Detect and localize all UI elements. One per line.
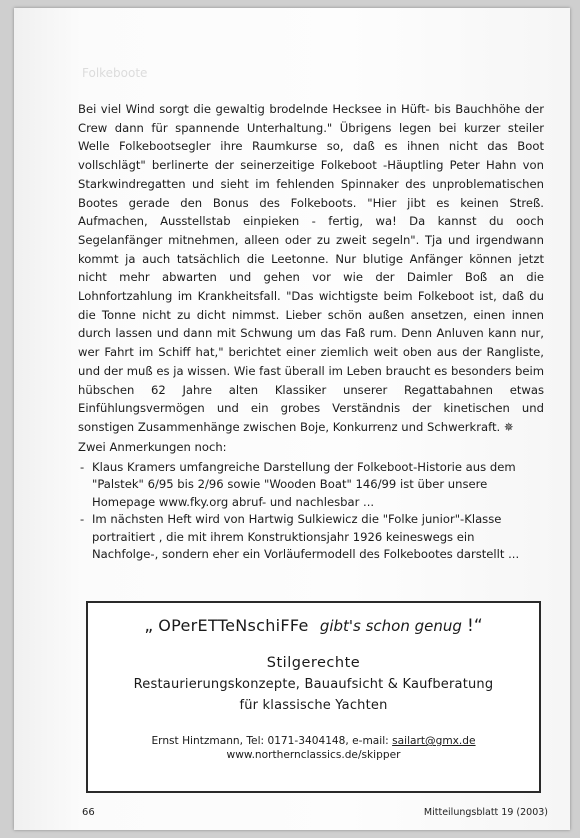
ad-website-link[interactable]: www.northernclassics.de/skipper [226,749,401,761]
page-number: 66 [82,807,95,818]
ad-email-link[interactable]: sailart@gmx.de [392,735,476,747]
notes-heading: Zwei Anmerkungen noch: [78,440,227,454]
publication-footer: Mitteilungsblatt 19 (2003) [423,807,548,818]
ad-services-line: Restaurierungskonzepte, Bauaufsicht & Kaufberatung [133,677,494,692]
ad-close-quote: !“ [467,616,483,636]
advertisement-box [86,601,541,793]
ad-title: Stilgerechte [266,655,361,671]
ad-open-quote: „ [144,616,154,636]
ad-contact-line [88,735,539,747]
document-page [14,8,570,830]
bleed-through-heading: Folkeboote [82,66,148,80]
ad-slogan-rest: gibt's schon genug [319,617,462,635]
ad-brand: OPerETTeNschiFFe [158,616,309,635]
note-item: - Klaus Kramers umfangreiche Darstellung der Folkeboot-Historie aus dem "Palstek" 6/95 bis 2/96 sowie "Wooden Boat" 146/99 ist über unsere Homepage www.fky.org abruf- und nachlesbar ... [78,459,544,512]
notes-list [78,459,544,564]
ad-contact-prefix: Ernst Hintzmann, Tel: 0171-3404148, e-mail: [151,735,393,747]
article-body-paragraph: Bei viel Wind sorgt die gewaltig brodelnde Hecksee in Hüft- bis Bauchhöhe der Crew dann für spannende Unterhaltung." Übrigens legen bei kurzer steiler Welle Folkebootsegler ihre Raumkurse so, daß es ihnen nicht das Boot vollschlägt" berlinerte der seinerzeitige Folkeboot -Häuptling Peter Hahn von Starkwindregatten und sieht im fehlenden Spinnaker des unproblematischen Bootes gerade den Bonus des Folkeboots. "Hier jibt es keinen Streß. Aufmachen, Ausstellstab einpieken - fertig, wa! Da kannst du ooch Segelanfänger mitnehmen, alleen oder zu zweit segeln". Tja und irgendwann kommt ja auch tatsächlich die Leetonne. Nur blutige Anfänger können jetzt nicht mehr abwarten und gehen vor wie der Daimler Boß an die Lohnfortzahlung im Krankheitsfall. "Das wichtigste beim Folkeboot ist, daß du die Tonne nicht zu dicht nimmst. Lieber schön außen ansetzen, einen innen durch lassen und dann mit Schwung um das Faß rum. Denn Anluven kann nur, wer Fahrt im Schiff hat," berichtet einer ziemlich weit oben aus der Rangliste, und der muß es ja wissen. Wie fast überall im Leben braucht es besonders beim hübschen 62 Jahre alten Klassiker unserer Regattabahnen etwas Einfühlungsvermögen und ein grobes Verständnis der kinetischen und sonstigen Zusammenhänge zwischen Boje, Konkurrenz und Schwerkraft. ✵ [78,102,544,434]
notes-section [78,439,544,564]
note-item: - Im nächsten Heft wird von Hartwig Sulkiewicz die "Folke junior"-Klasse portraitiert , die mit ihrem Konstruktionsjahr 1926 keineswegs ein Nachfolge-, sondern eher ein Vorläufermodell des Folkebootes darstellt ... [78,511,544,564]
ad-target-line: für klassische Yachten [239,698,388,713]
ad-slogan [88,615,539,637]
